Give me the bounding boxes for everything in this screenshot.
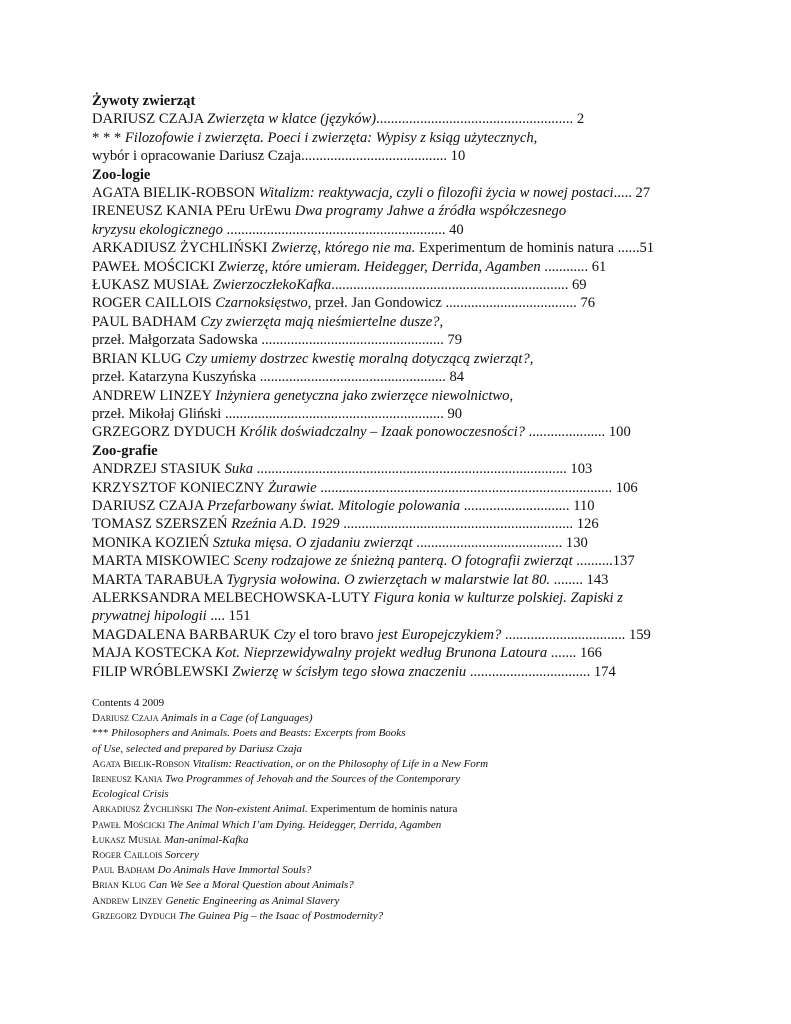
entry-text: ..... 27 [613,185,651,202]
entry-text: ALERKSANDRA MELBECHOWSKA-LUTY [92,589,374,606]
entry-text: ŁUKASZ MUSIAŁ [92,277,213,294]
entry-title: ZwierzoczłekoKafka [212,277,332,294]
entry-text: PAWEŁ MOŚCICKI [92,258,219,275]
entry-title: Zwierzę, które umieram. Heidegger, Derrida, Agamben [218,258,541,275]
section-heading: Zoo-logie [92,166,151,183]
toc-entry-line [92,110,702,128]
entry-text: przeł. Małgorzata Sadowska .................................................. 79 [92,332,463,349]
entry-title: kryzysu ekologicznego [92,221,223,238]
entry-text: DARIUSZ CZAJA [92,111,208,128]
entry-title: Zwierzęta w klatce (języków) [207,111,377,128]
author-name: Agata Bielik-Robson [92,757,193,770]
entry-text: ................................................................. 69 [331,277,587,294]
entry-text: ARKADIUSZ ŻYCHLIŃSKI [92,240,272,257]
contents-entry-line [92,787,488,802]
entry-text: ............................. 110 [460,497,595,514]
contents-heading [92,696,488,711]
contents-entry-line [92,726,488,741]
entry-text: IRENEUSZ KANIA PEru UrEwu [92,203,295,220]
entry-text: ANDRZEJ STASIUK [92,461,225,478]
toc-entry-line [92,423,702,441]
entry-text: ................................. 174 [466,663,616,680]
entry-text: ROGER CAILLOIS [92,295,216,312]
contents-entry-line [92,802,488,817]
entry-title: Man-animal-Kafka [164,833,249,846]
toc-entry-line [92,313,702,331]
toc-entry-line [92,202,702,220]
entry-title: Do Animals Have Immortal Souls? [157,864,312,877]
entry-title: Animals in a Cage (of Languages) [161,712,313,725]
author-name: Paul Badham [92,864,158,877]
contents-entry-line [92,742,488,757]
author-name: Paweł Mościcki [92,818,168,831]
entry-title: Rzeźnia A.D. 1929 [231,516,340,533]
entry-title: Figura konia w kulturze polskiej. Zapiski z [373,589,623,606]
contents-entry-line [92,772,488,787]
toc-entry-line [92,552,702,570]
entry-text: ..................... 100 [524,424,631,441]
author-name: Łukasz Musiał [92,833,165,846]
entry-title: Sztuka mięsa. O zjadaniu zwierząt [212,534,413,551]
toc-entry-line [92,387,702,405]
entry-title: Philosophers and Animals. Poets and Beasts: Excerpts from Books [111,727,406,740]
entry-title: Filozofowie i zwierzęta. Poeci i zwierzęta: Wypisy z ksiąg użytecznych, [124,129,538,146]
entry-title: Genetic Engineering as Animal Slavery [165,894,340,907]
entry-text: .... 151 [206,608,251,625]
entry-text: , przeł. Jan Gondowicz .................................... 76 [307,295,596,312]
entry-text: przeł. Mikołaj Gliński ............................................................ 90 [92,405,463,422]
contents-entry-line [92,833,488,848]
entry-text: ............................................................ 40 [222,221,464,238]
author-name: Brian Klug [92,879,149,892]
entry-text: BRIAN KLUG [92,350,186,367]
entry-title: Kot. Nieprzewidywalny projekt według Brunona Latoura [215,645,548,662]
entry-text: przeł. Katarzyna Kuszyńska ................................................... 84 [92,369,465,386]
entry-title: Żurawie [267,479,317,496]
entry-text: DARIUSZ CZAJA [92,497,208,514]
section-heading: Żywoty zwierząt [92,93,196,109]
toc-entry-line [92,644,702,662]
toc-entry-line [92,129,702,147]
toc-entry-line [92,331,702,349]
entry-text: , [529,350,534,367]
toc-entry-line [92,589,702,607]
toc-entry-line [92,276,702,294]
contents-entry-line [92,863,488,878]
entry-title: Can We See a Moral Question about Animals? [148,879,354,892]
entry-text: ........ 143 [550,571,609,588]
entry-title: Witalizm: reaktywacja, czyli o filozofii życia w nowej postaci [258,185,614,202]
toc-entry-line [92,460,702,478]
toc-entry-line [92,221,702,239]
author-name: Arkadiusz Żychliński [92,803,196,816]
author-name: Andrew Linzey [92,894,166,907]
entry-text: GRZEGORZ DYDUCH [92,424,240,441]
author-name: Roger Caillois [92,849,166,862]
entry-title: of Use, selected and prepared by Dariusz Czaja [92,742,302,755]
entry-title: prywatnej hipologii [92,608,207,625]
entry-text: ................................................................................ 106 [316,479,638,496]
entry-title: Czarnoksięstwo [215,295,308,312]
contents-entry-line [92,711,488,726]
entry-title: Sceny rodzajowe ze śnieżną panterą. O fotografii zwierząt [233,553,573,570]
entry-title: The Animal Which I’am Dying. Heidegger, Derrida, Agamben [167,818,442,831]
contents-entry-line [92,909,488,924]
entry-text: Experimentum de hominis natura ......51 [415,240,655,257]
entry-text: *** [92,727,112,740]
toc-entry-line [92,294,702,312]
entry-text: ................................. 159 [501,626,651,643]
entry-text: MARTA MISKOWIEC [92,553,234,570]
entry-title: Królik doświadczalny – Izaak ponowoczesności? [239,424,525,441]
contents-entry-line [92,757,488,772]
entry-text: el toro bravo [295,626,378,643]
entry-text: ANDREW LINZEY [92,387,216,404]
contents-entry-line [92,894,488,909]
entry-text: MONIKA KOZIEŃ [92,534,213,551]
entry-title: Czy [273,626,296,643]
toc-entry-line [92,350,702,368]
entry-text: ..................................................................................... 103 [253,461,593,478]
entry-title: Ecological Crisis [92,788,169,801]
entry-title: Vitalism: Reactivation, or on the Philosophy of Life in a New Form [192,757,489,770]
toc-entry-line [92,626,702,644]
toc-entry-line [92,571,702,589]
entry-title: Czy umiemy dostrzec kwestię moralną dotyczącą zwierząt? [185,350,530,367]
toc-entry-line [92,515,702,533]
entry-text: wybór i opracowanie Dariusz Czaja........................................ 10 [92,148,466,165]
toc-entry-line [92,405,702,423]
entry-text: * * * [92,129,125,146]
entry-title: Two Programmes of Jehovah and the Sources of the Contemporary [165,773,461,786]
entry-title: Suka [224,461,253,478]
entry-title: The Guinea Pig – the Isaac of Postmodernity? [178,909,384,922]
entry-text: MAJA KOSTECKA [92,645,216,662]
toc-entry-line [92,663,702,681]
entry-text: PAUL BADHAM [92,313,201,330]
entry-title: Zwierzę, którego nie ma. [271,240,416,257]
entry-text: MARTA TARABUŁA [92,571,227,588]
entry-title: The Non-existent Animal. [195,803,308,816]
contents-entry-line [92,818,488,833]
entry-title: Dwa programy Jahwe a źródła współczesnego [294,203,567,220]
entry-text: ....... 166 [547,645,602,662]
entry-title: Czy zwierzęta mają nieśmiertelne dusze? [200,313,440,330]
toc-entry-line [92,368,702,386]
contents-entry-line [92,878,488,893]
entry-text: FILIP WRÓBLEWSKI [92,663,233,680]
toc-entry-line [92,534,702,552]
entry-title: Inżyniera genetyczna jako zwierzęce niewolnictwo, [215,387,514,404]
entry-text: TOMASZ SZERSZEŃ [92,516,232,533]
entry-text: ............ 61 [540,258,607,275]
entry-title: jest Europejczykiem? [377,626,502,643]
entry-title: Zwierzę w ścisłym tego słowa znaczeniu [232,663,467,680]
section-heading: Zoo-grafie [92,442,158,459]
entry-text: ........................................ 130 [412,534,588,551]
author-name: Grzegorz Dyduch [92,909,179,922]
entry-text: ...................................................... 2 [376,111,585,128]
entry-text: Contents 4 2009 [92,697,165,709]
toc-entry-line [92,479,702,497]
entry-title: Tygrysia wołowina. O zwierzętach w malarstwie lat 80. [226,571,551,588]
entry-text: KRZYSZTOF KONIECZNY [92,479,268,496]
polish-contents [92,92,702,681]
english-contents [92,696,488,924]
entry-title: Sorcery [165,849,199,862]
toc-entry-line [92,607,702,625]
entry-text: ..........137 [572,553,635,570]
toc-entry-line [92,497,702,515]
entry-title: Przefarbowany świat. Mitologie polowania [207,497,461,514]
toc-entry-line [92,258,702,276]
contents-entry-line [92,848,488,863]
toc-entry-line [92,239,702,257]
entry-text: MAGDALENA BARBARUK [92,626,274,643]
toc-entry-line [92,184,702,202]
entry-text: Experimentum de hominis natura [307,803,458,816]
author-name: Dariusz Czaja [92,712,162,725]
author-name: Ireneusz Kania [92,773,166,786]
entry-text: ............................................................... 126 [339,516,599,533]
toc-entry-line [92,147,702,165]
entry-text: AGATA BIELIK-ROBSON [92,185,259,202]
entry-text: , [439,313,444,330]
